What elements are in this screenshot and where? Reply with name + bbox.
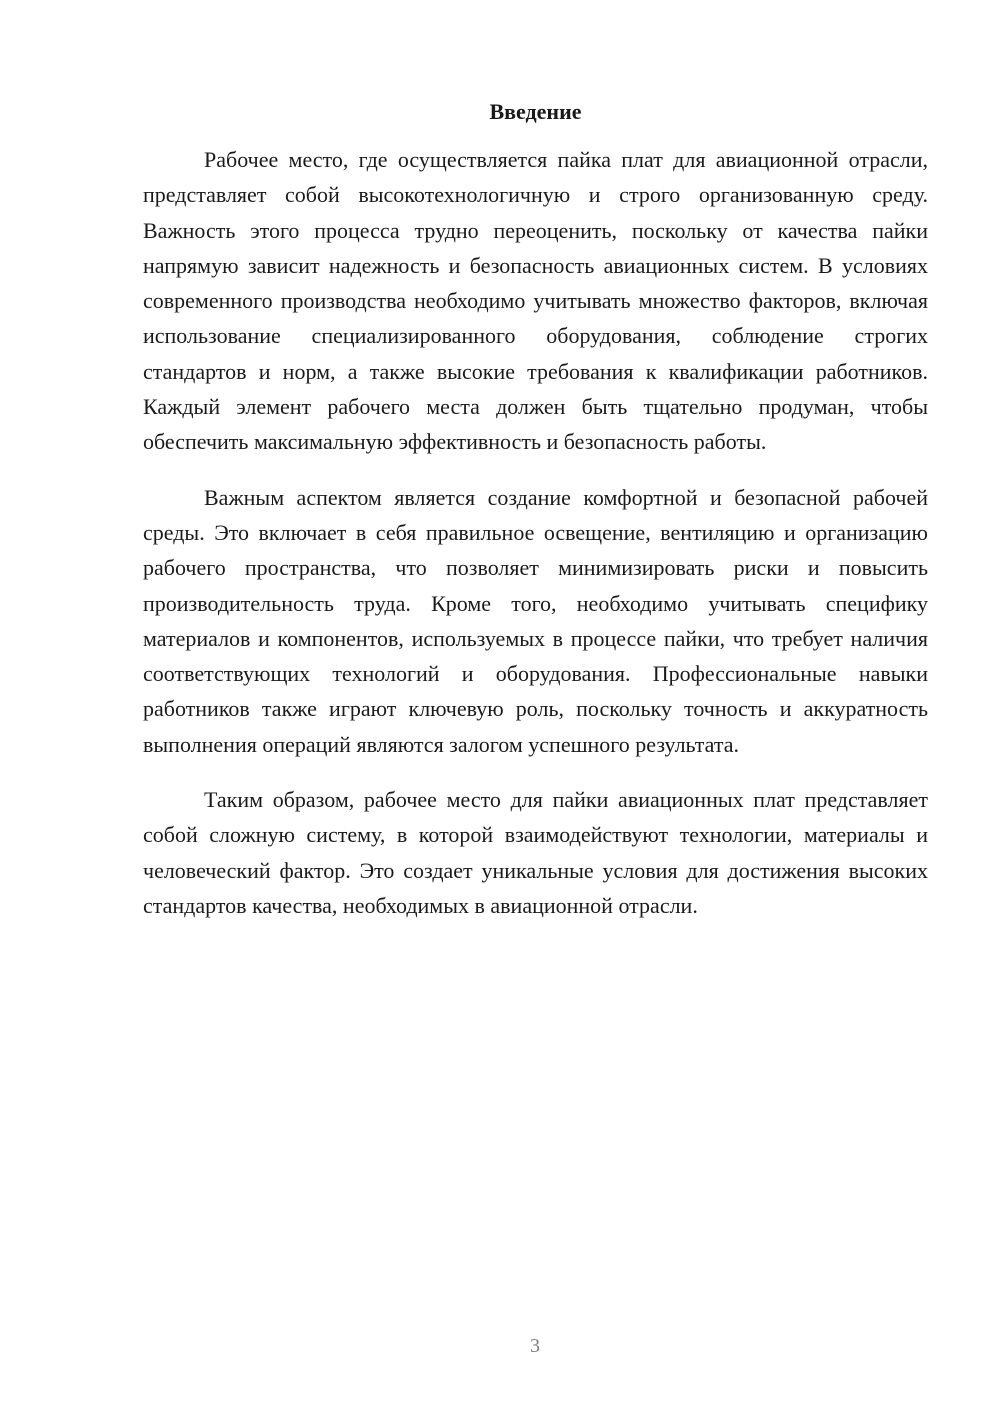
body-text	[143, 142, 928, 923]
section-heading: Введение	[489, 99, 582, 124]
paragraph-2: Важным аспектом является создание комфортной и безопасной рабочей среды. Это включает в себя правильное освещение, вентиляцию и организацию рабочего пространства, что позволяет минимизировать риски и повысить производительность труда. Кроме того, необходимо учитывать специфику материалов и компонентов, используемых в процессе пайки, что требует наличия соответствующих технологий и оборудования. Профессиональные навыки работников также играют ключевую роль, поскольку точность и аккуратность выполнения операций являются залогом успешного результата.	[143, 484, 928, 757]
paragraph-3: Таким образом, рабочее место для пайки авиационных плат представляет собой сложную систему, в которой взаимодействуют технологии, материалы и человеческий фактор. Это создает уникальные условия для достижения высоких стандартов качества, необходимых в авиационной отрасли.	[143, 787, 928, 918]
page-number: 3	[530, 1335, 540, 1357]
paragraph-1: Рабочее место, где осуществляется пайка плат для авиационной отрасли, представляет собой высокотехнологичную и строго организованную среду. Важность этого процесса трудно переоценить, поскольку от качества пайки напрямую зависит надежность и безопасность авиационных систем. В условиях современного производства необходимо учитывать множество факторов, включая использование специализированного оборудования, соблюдение строгих стандартов и норм, а также высокие требования к квалификации работников. Каждый элемент рабочего места должен быть тщательно продуман, чтобы обеспечить максимальную эффективность и безопасность работы.	[143, 147, 928, 455]
